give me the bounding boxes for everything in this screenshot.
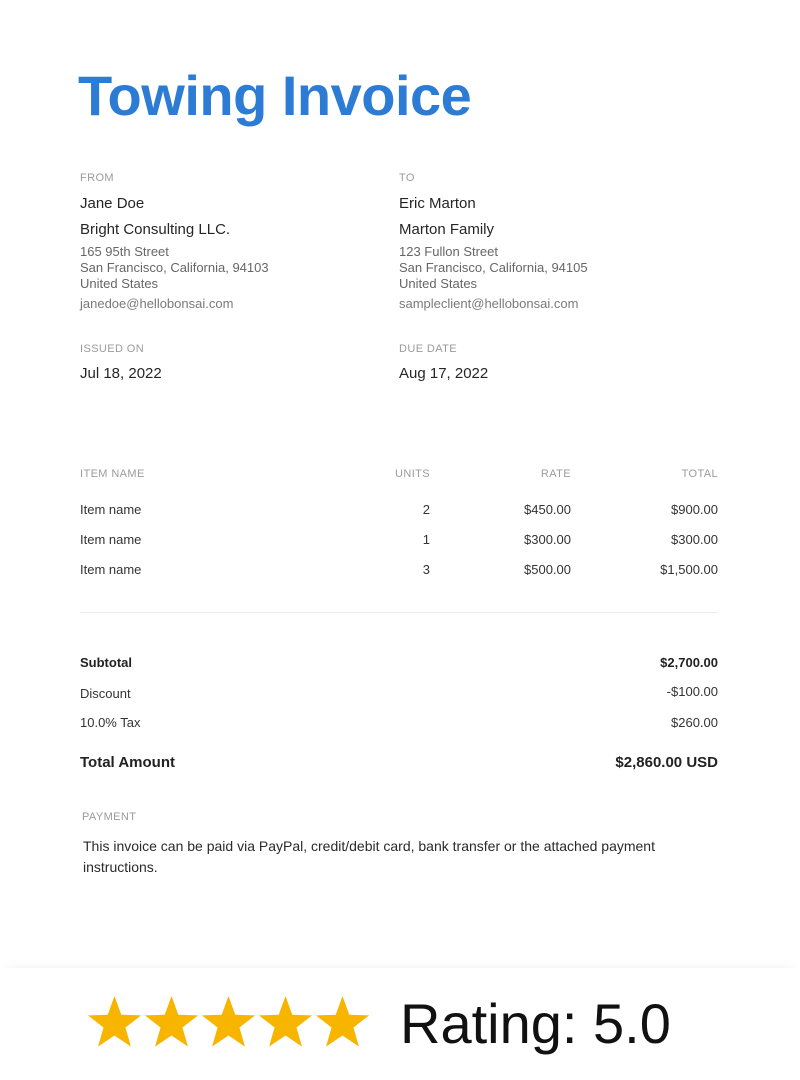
- star-icon: [86, 994, 143, 1051]
- tax-row: [80, 715, 718, 735]
- subtotal-value: $2,700.00: [660, 655, 718, 670]
- discount-label: Discount: [80, 686, 131, 701]
- from-company: Bright Consulting LLC.: [80, 221, 231, 238]
- total-amount-row: [80, 754, 718, 774]
- items-header-row: [80, 468, 718, 492]
- table-row: [80, 502, 718, 532]
- to-address-line3: United States: [399, 276, 478, 291]
- table-row: [80, 532, 718, 562]
- discount-row: [80, 686, 718, 706]
- due-date-value: Aug 17, 2022: [399, 365, 489, 382]
- star-icon: [257, 994, 314, 1051]
- item-units: 2: [422, 502, 430, 517]
- issued-on-value: Jul 18, 2022: [80, 365, 162, 382]
- rating-bar: [0, 968, 800, 1080]
- item-units: 1: [422, 532, 430, 547]
- subtotal-label: Subtotal: [80, 655, 132, 670]
- star-icon: [143, 994, 200, 1051]
- rating-text: Rating: 5.0: [400, 992, 671, 1055]
- item-name: Item name: [80, 562, 142, 577]
- items-table: [80, 468, 718, 592]
- from-name: Jane Doe: [80, 195, 145, 212]
- from-email: janedoe@hellobonsai.com: [80, 296, 234, 311]
- total-amount-value: $2,860.00 USD: [615, 754, 718, 771]
- header-rate: RATE: [540, 468, 571, 480]
- to-label: TO: [399, 172, 415, 184]
- star-icon: [200, 994, 257, 1051]
- to-company: Marton Family: [399, 221, 495, 238]
- item-rate: $450.00: [524, 502, 571, 517]
- item-name: Item name: [80, 532, 142, 547]
- item-total: $1,500.00: [660, 562, 718, 577]
- item-units: 3: [422, 562, 430, 577]
- from-address-line3: United States: [80, 276, 159, 291]
- to-address-line2: San Francisco, California, 94105: [399, 260, 588, 275]
- header-units: UNITS: [395, 468, 430, 480]
- to-name: Eric Marton: [399, 195, 476, 212]
- item-total: $300.00: [671, 532, 718, 547]
- header-item-name: ITEM NAME: [80, 468, 145, 480]
- item-rate: $500.00: [524, 562, 571, 577]
- from-address-line1: 165 95th Street: [80, 244, 169, 259]
- invoice-title: Towing Invoice: [78, 64, 472, 127]
- item-rate: $300.00: [524, 532, 571, 547]
- payment-instructions: This invoice can be paid via PayPal, credit/debit card, bank transfer or the attached payment instructions.: [83, 838, 655, 875]
- table-row: [80, 562, 718, 592]
- from-label: FROM: [80, 172, 114, 184]
- items-divider: [80, 612, 718, 613]
- tax-label: 10.0% Tax: [80, 715, 141, 730]
- from-address-line2: San Francisco, California, 94103: [80, 260, 269, 275]
- to-address-line1: 123 Fullon Street: [399, 244, 499, 259]
- subtotal-row: [80, 655, 718, 675]
- payment-label: PAYMENT: [82, 811, 137, 823]
- discount-value: -$100.00: [666, 684, 718, 699]
- total-amount-label: Total Amount: [80, 754, 175, 771]
- item-total: $900.00: [671, 502, 718, 517]
- header-total: TOTAL: [681, 468, 718, 480]
- due-date-label: DUE DATE: [399, 343, 458, 355]
- tax-value: $260.00: [671, 715, 718, 730]
- item-name: Item name: [80, 502, 142, 517]
- star-icon: [314, 994, 371, 1051]
- rating-stars: [86, 994, 371, 1054]
- issued-on-label: ISSUED ON: [80, 343, 145, 355]
- to-email: sampleclient@hellobonsai.com: [399, 296, 579, 311]
